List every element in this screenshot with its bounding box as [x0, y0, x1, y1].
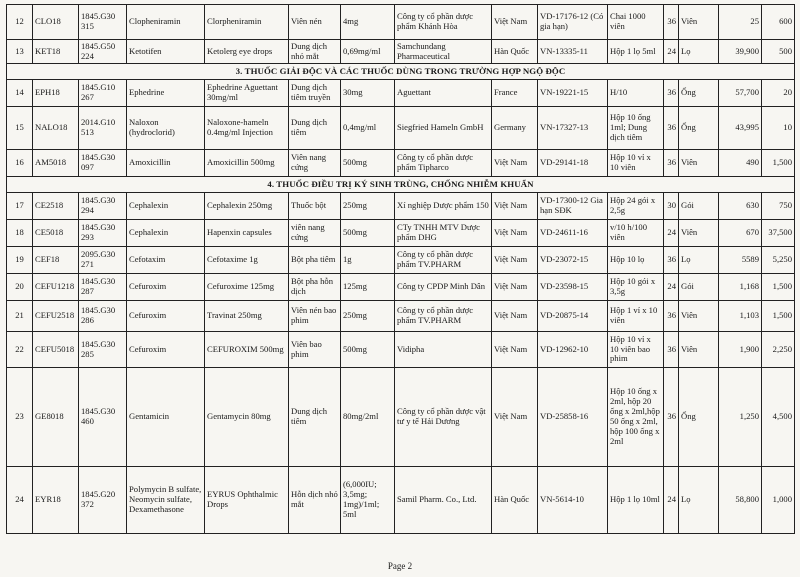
unit-cell: Ống	[679, 368, 719, 467]
table-row	[7, 80, 795, 107]
shelf-life-cell: 24	[664, 274, 679, 301]
dosage-form-cell: Viên nén bao phim	[289, 301, 341, 332]
row-number-cell: 12	[7, 5, 33, 40]
dosage-form-cell: Bột pha tiêm	[289, 247, 341, 274]
unit-cell: Gói	[679, 193, 719, 220]
shelf-life-cell: 24	[664, 40, 679, 64]
strength-cell: 1g	[341, 247, 395, 274]
manufacturer-cell: Siegfried Hameln GmbH	[395, 107, 492, 150]
active-ingredient-cell: Ketotifen	[127, 40, 205, 64]
strength-cell: 0,4mg/ml	[341, 107, 395, 150]
row-number-cell: 24	[7, 467, 33, 534]
unit-cell: Ống	[679, 107, 719, 150]
country-cell: Hàn Quốc	[492, 40, 538, 64]
table-row	[7, 368, 795, 467]
quantity-cell: 1,500	[762, 274, 795, 301]
shelf-life-cell: 36	[664, 5, 679, 40]
packaging-cell: Hộp 10 vỉ x 10 viên	[608, 150, 664, 177]
registration-number-cell: VD-25858-16	[538, 368, 608, 467]
dosage-form-cell: Viên bao phim	[289, 332, 341, 368]
shelf-life-cell: 36	[664, 301, 679, 332]
brand-name-cell: Cephalexin 250mg	[205, 193, 289, 220]
drug-code-cell: NALO18	[33, 107, 79, 150]
country-cell: Germany	[492, 107, 538, 150]
shelf-life-cell: 24	[664, 467, 679, 534]
registration-number-cell: VD-29141-18	[538, 150, 608, 177]
quantity-cell: 1,500	[762, 301, 795, 332]
unit-price-cell: 630	[719, 193, 762, 220]
drug-code-cell: EYR18	[33, 467, 79, 534]
strength-cell: 500mg	[341, 150, 395, 177]
manufacturer-cell: Công ty cổ phần dược phẩm Khánh Hòa	[395, 5, 492, 40]
country-cell: France	[492, 80, 538, 107]
packaging-cell: Hộp 10 ống x 2ml, hộp 20 ống x 2ml,hộp 50 ống x 2ml, hộp 100 ống x 2ml	[608, 368, 664, 467]
dosage-form-cell: viên nang cứng	[289, 220, 341, 247]
active-ingredient-cell: Naloxon (hydroclorid)	[127, 107, 205, 150]
brand-name-cell: Ephedrine Aguettant 30mg/ml	[205, 80, 289, 107]
manufacturer-cell: Công ty cổ phần dược phẩm TV.PHARM	[395, 301, 492, 332]
brand-name-cell: Amoxicillin 500mg	[205, 150, 289, 177]
country-cell: Việt Nam	[492, 220, 538, 247]
drug-code-cell: CEFU5018	[33, 332, 79, 368]
registration-number-cell: VD-12962-10	[538, 332, 608, 368]
active-code-cell: 2095.G30 271	[79, 247, 127, 274]
shelf-life-cell: 36	[664, 332, 679, 368]
active-code-cell: 1845.G30 097	[79, 150, 127, 177]
strength-cell: 4mg	[341, 5, 395, 40]
row-number-cell: 21	[7, 301, 33, 332]
table-row	[7, 467, 795, 534]
dosage-form-cell: Dung dịch nhỏ mắt	[289, 40, 341, 64]
active-ingredient-cell: Cephalexin	[127, 193, 205, 220]
manufacturer-cell: CTy TNHH MTV Dược phẩm DHG	[395, 220, 492, 247]
row-number-cell: 13	[7, 40, 33, 64]
strength-cell: 500mg	[341, 332, 395, 368]
country-cell: Việt Nam	[492, 332, 538, 368]
active-code-cell: 1845.G20 372	[79, 467, 127, 534]
unit-cell: Lọ	[679, 247, 719, 274]
row-number-cell: 15	[7, 107, 33, 150]
active-ingredient-cell: Cefotaxim	[127, 247, 205, 274]
unit-price-cell: 25	[719, 5, 762, 40]
table-row	[7, 107, 795, 150]
unit-price-cell: 57,700	[719, 80, 762, 107]
drug-code-cell: EPH18	[33, 80, 79, 107]
unit-cell: Lọ	[679, 467, 719, 534]
active-ingredient-cell: Gentamicin	[127, 368, 205, 467]
dosage-form-cell: Viên nang cứng	[289, 150, 341, 177]
table-row	[7, 301, 795, 332]
dosage-form-cell: Dung dịch tiêm	[289, 107, 341, 150]
unit-cell: Viên	[679, 150, 719, 177]
active-ingredient-cell: Cefuroxim	[127, 332, 205, 368]
registration-number-cell: VD-23072-15	[538, 247, 608, 274]
quantity-cell: 500	[762, 40, 795, 64]
active-code-cell: 1845.G30 285	[79, 332, 127, 368]
drug-code-cell: AM5018	[33, 150, 79, 177]
country-cell: Việt Nam	[492, 5, 538, 40]
quantity-cell: 1,000	[762, 467, 795, 534]
unit-cell: Gói	[679, 274, 719, 301]
active-code-cell: 1845.G30 286	[79, 301, 127, 332]
unit-cell: Lọ	[679, 40, 719, 64]
active-code-cell: 1845.G30 460	[79, 368, 127, 467]
brand-name-cell: Travinat 250mg	[205, 301, 289, 332]
brand-name-cell: EYRUS Ophthalmic Drops	[205, 467, 289, 534]
row-number-cell: 20	[7, 274, 33, 301]
unit-price-cell: 1,900	[719, 332, 762, 368]
active-code-cell: 2014.G10 513	[79, 107, 127, 150]
dosage-form-cell: Thuốc bột	[289, 193, 341, 220]
active-code-cell: 1845.G30 287	[79, 274, 127, 301]
country-cell: Việt Nam	[492, 247, 538, 274]
brand-name-cell: Naloxone-hameln 0.4mg/ml Injection	[205, 107, 289, 150]
quantity-cell: 20	[762, 80, 795, 107]
unit-cell: Viên	[679, 301, 719, 332]
table-row	[7, 247, 795, 274]
active-ingredient-cell: Cefuroxim	[127, 274, 205, 301]
registration-number-cell: VD-17176-12 (Có gia hạn)	[538, 5, 608, 40]
unit-cell: Viên	[679, 332, 719, 368]
section-header	[7, 177, 795, 193]
section-title: 3. THUỐC GIẢI ĐỘC VÀ CÁC THUỐC DÙNG TRONG TRƯỜNG HỢP NGỘ ĐỘC	[7, 64, 795, 80]
registration-number-cell: VN-13335-11	[538, 40, 608, 64]
packaging-cell: Hộp 10 vỉ x 10 viên bao phim	[608, 332, 664, 368]
registration-number-cell: VD-17300-12 Gia hạn SĐK	[538, 193, 608, 220]
registration-number-cell: VD-24611-16	[538, 220, 608, 247]
dosage-form-cell: Dung dịch tiêm	[289, 368, 341, 467]
brand-name-cell: Clorpheniramin	[205, 5, 289, 40]
document-page	[6, 4, 794, 534]
unit-price-cell: 670	[719, 220, 762, 247]
strength-cell: 500mg	[341, 220, 395, 247]
manufacturer-cell: Vidipha	[395, 332, 492, 368]
quantity-cell: 2,250	[762, 332, 795, 368]
quantity-cell: 4,500	[762, 368, 795, 467]
unit-cell: Viên	[679, 5, 719, 40]
row-number-cell: 19	[7, 247, 33, 274]
quantity-cell: 750	[762, 193, 795, 220]
country-cell: Việt Nam	[492, 274, 538, 301]
row-number-cell: 22	[7, 332, 33, 368]
brand-name-cell: CEFUROXIM 500mg	[205, 332, 289, 368]
registration-number-cell: VD-20875-14	[538, 301, 608, 332]
strength-cell: 125mg	[341, 274, 395, 301]
drug-code-cell: CEFU1218	[33, 274, 79, 301]
table-row	[7, 274, 795, 301]
brand-name-cell: Ketolerg eye drops	[205, 40, 289, 64]
registration-number-cell: VN-5614-10	[538, 467, 608, 534]
strength-cell: 0,69mg/ml	[341, 40, 395, 64]
registration-number-cell: VN-17327-13	[538, 107, 608, 150]
active-ingredient-cell: Cefuroxim	[127, 301, 205, 332]
unit-price-cell: 1,250	[719, 368, 762, 467]
manufacturer-cell: Xí nghiệp Dược phẩm 150	[395, 193, 492, 220]
row-number-cell: 17	[7, 193, 33, 220]
row-number-cell: 23	[7, 368, 33, 467]
row-number-cell: 16	[7, 150, 33, 177]
quantity-cell: 5,250	[762, 247, 795, 274]
manufacturer-cell: Công ty cổ phần dược phẩm TV.PHARM	[395, 247, 492, 274]
active-code-cell: 1845.G30 293	[79, 220, 127, 247]
active-code-cell: 1845.G50 224	[79, 40, 127, 64]
unit-price-cell: 1,168	[719, 274, 762, 301]
unit-price-cell: 58,800	[719, 467, 762, 534]
strength-cell: (6,000IU; 3,5mg; 1mg)/1ml; 5ml	[341, 467, 395, 534]
strength-cell: 250mg	[341, 193, 395, 220]
shelf-life-cell: 24	[664, 220, 679, 247]
active-ingredient-cell: Polymycin B sulfate, Neomycin sulfate, Dexamethasone	[127, 467, 205, 534]
table-row	[7, 332, 795, 368]
active-code-cell: 1845.G30 294	[79, 193, 127, 220]
packaging-cell: Hộp 10 gói x 3,5g	[608, 274, 664, 301]
active-ingredient-cell: Cephalexin	[127, 220, 205, 247]
shelf-life-cell: 36	[664, 247, 679, 274]
packaging-cell: Hộp 10 lọ	[608, 247, 664, 274]
active-ingredient-cell: Amoxicillin	[127, 150, 205, 177]
unit-price-cell: 43,995	[719, 107, 762, 150]
packaging-cell: Hộp 10 ống 1ml; Dung dịch tiêm	[608, 107, 664, 150]
registration-number-cell: VD-23598-15	[538, 274, 608, 301]
drug-list-table	[6, 4, 795, 534]
quantity-cell: 37,500	[762, 220, 795, 247]
brand-name-cell: Cefuroxime 125mg	[205, 274, 289, 301]
dosage-form-cell: Hỗn dịch nhỏ mắt	[289, 467, 341, 534]
shelf-life-cell: 36	[664, 107, 679, 150]
dosage-form-cell: Dung dịch tiêm truyền	[289, 80, 341, 107]
unit-price-cell: 39,900	[719, 40, 762, 64]
country-cell: Việt Nam	[492, 150, 538, 177]
table-row	[7, 40, 795, 64]
shelf-life-cell: 30	[664, 193, 679, 220]
packaging-cell: v/10 h/100 viên	[608, 220, 664, 247]
unit-price-cell: 490	[719, 150, 762, 177]
brand-name-cell: Gentamycin 80mg	[205, 368, 289, 467]
drug-code-cell: KET18	[33, 40, 79, 64]
row-number-cell: 14	[7, 80, 33, 107]
unit-price-cell: 5589	[719, 247, 762, 274]
brand-name-cell: Hapenxin capsules	[205, 220, 289, 247]
unit-cell: Ống	[679, 80, 719, 107]
page-footer: Page 2	[387, 561, 413, 571]
active-code-cell: 1845.G30 315	[79, 5, 127, 40]
packaging-cell: Hộp 1 vỉ x 10 viên	[608, 301, 664, 332]
manufacturer-cell: Aguettant	[395, 80, 492, 107]
shelf-life-cell: 36	[664, 150, 679, 177]
drug-code-cell: CLO18	[33, 5, 79, 40]
shelf-life-cell: 36	[664, 368, 679, 467]
manufacturer-cell: Công ty CPDP Minh Dân	[395, 274, 492, 301]
manufacturer-cell: Công ty cổ phần dược phẩm Tipharco	[395, 150, 492, 177]
registration-number-cell: VN-19221-15	[538, 80, 608, 107]
quantity-cell: 600	[762, 5, 795, 40]
country-cell: Hàn Quốc	[492, 467, 538, 534]
strength-cell: 30mg	[341, 80, 395, 107]
dosage-form-cell: Viên nén	[289, 5, 341, 40]
unit-cell: Viên	[679, 220, 719, 247]
quantity-cell: 10	[762, 107, 795, 150]
packaging-cell: H/10	[608, 80, 664, 107]
strength-cell: 250mg	[341, 301, 395, 332]
country-cell: Việt Nam	[492, 368, 538, 467]
brand-name-cell: Cefotaxime 1g	[205, 247, 289, 274]
packaging-cell: Hộp 1 lọ 5ml	[608, 40, 664, 64]
section-title: 4. THUỐC ĐIỀU TRỊ KÝ SINH TRÙNG, CHỐNG NHIỄM KHUẨN	[7, 177, 795, 193]
shelf-life-cell: 36	[664, 80, 679, 107]
drug-code-cell: CE5018	[33, 220, 79, 247]
section-header	[7, 64, 795, 80]
manufacturer-cell: Samil Pharm. Co., Ltd.	[395, 467, 492, 534]
drug-code-cell: CE2518	[33, 193, 79, 220]
active-ingredient-cell: Clopheniramin	[127, 5, 205, 40]
table-row	[7, 193, 795, 220]
manufacturer-cell: Công ty cổ phần dược vật tư y tế Hải Dương	[395, 368, 492, 467]
packaging-cell: Hộp 24 gói x 2,5g	[608, 193, 664, 220]
active-ingredient-cell: Ephedrine	[127, 80, 205, 107]
drug-code-cell: GE8018	[33, 368, 79, 467]
unit-price-cell: 1,103	[719, 301, 762, 332]
drug-code-cell: CEF18	[33, 247, 79, 274]
quantity-cell: 1,500	[762, 150, 795, 177]
strength-cell: 80mg/2ml	[341, 368, 395, 467]
manufacturer-cell: Samchundang Pharmaceutical	[395, 40, 492, 64]
row-number-cell: 18	[7, 220, 33, 247]
active-code-cell: 1845.G10 267	[79, 80, 127, 107]
table-row	[7, 220, 795, 247]
country-cell: Việt Nam	[492, 193, 538, 220]
drug-code-cell: CEFU2518	[33, 301, 79, 332]
table-row	[7, 150, 795, 177]
packaging-cell: Chai 1000 viên	[608, 5, 664, 40]
dosage-form-cell: Bột pha hỗn dịch	[289, 274, 341, 301]
table-row	[7, 5, 795, 40]
country-cell: Việt Nam	[492, 301, 538, 332]
packaging-cell: Hộp 1 lọ 10ml	[608, 467, 664, 534]
